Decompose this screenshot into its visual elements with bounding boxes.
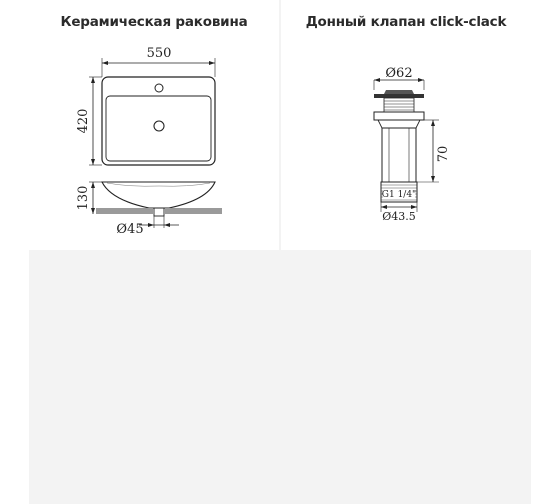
valve-flange <box>374 112 424 120</box>
depth-arrow-bottom <box>91 159 95 165</box>
drain-label: Ø45 <box>116 222 144 237</box>
drain-arrow-left <box>148 223 154 227</box>
bottom-diameter-label: Ø43.5 <box>382 210 416 223</box>
product-card-sink <box>29 0 279 250</box>
valve-body <box>382 128 416 182</box>
bottom-arrow-right <box>411 205 417 209</box>
valve-technical-drawing <box>281 0 531 250</box>
drain-arrow-right <box>164 223 170 227</box>
depth-label: 420 <box>76 108 91 134</box>
drain-stub <box>154 208 164 216</box>
width-label: 550 <box>146 46 172 61</box>
drain-hole <box>154 121 164 131</box>
valve-stem <box>384 98 414 112</box>
countertop-left <box>96 208 153 214</box>
sink-technical-drawing <box>29 0 279 250</box>
valve-collar <box>378 120 420 128</box>
valve-height-arrow-top <box>431 120 435 126</box>
height-arrow-bottom <box>91 208 95 214</box>
product-card-valve <box>281 0 531 250</box>
top-arrow-right <box>418 78 424 82</box>
valve-height-label: 70 <box>436 145 451 163</box>
sink-inner-bowl <box>106 96 211 161</box>
width-arrow-right <box>209 61 215 65</box>
height-label: 130 <box>76 185 91 211</box>
valve-cap-flange <box>374 94 424 98</box>
top-arrow-left <box>374 78 380 82</box>
card-title-sink: Керамическая раковина <box>60 14 248 30</box>
height-arrow-top <box>91 182 95 188</box>
width-arrow-left <box>102 61 108 65</box>
top-diameter-label: Ø62 <box>385 66 413 81</box>
countertop-right <box>165 208 222 214</box>
card-title-valve: Донный клапан click-clack <box>305 14 507 30</box>
valve-height-arrow-bottom <box>431 176 435 182</box>
thread-label: G1 1/4" <box>381 190 417 200</box>
bottom-arrow-left <box>381 205 387 209</box>
faucet-hole <box>155 84 163 92</box>
valve-cap-top <box>384 90 414 94</box>
depth-arrow-top <box>91 77 95 83</box>
sink-side-shading <box>107 183 210 186</box>
